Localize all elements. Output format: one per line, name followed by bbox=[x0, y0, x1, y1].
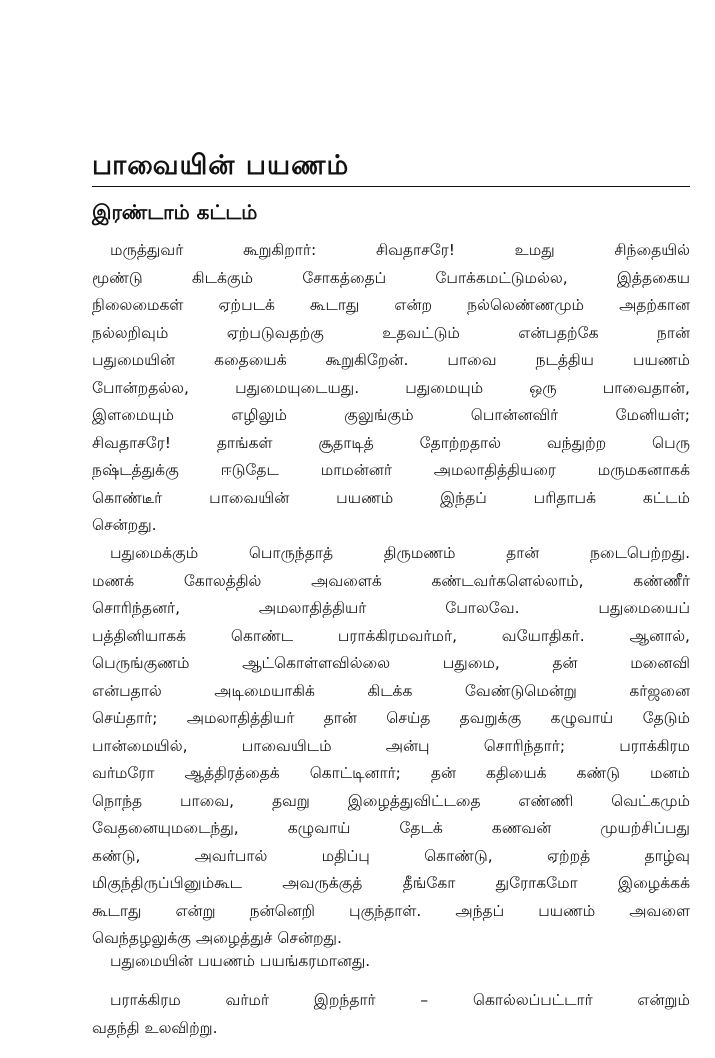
paragraph-line: வெந்தழலுக்கு அழைத்துச் சென்றது. bbox=[92, 929, 342, 947]
paragraph-line: கொண்டீர் பாவையின் பயணம் இந்தப் பரிதாபக் கட்டம் bbox=[92, 488, 690, 507]
paragraph-line: பதுமையின் பயணம் பயங்கரமானது. bbox=[110, 952, 371, 970]
paragraph-line: இளமையும் எழிலும் குலுங்கும் பொன்னவிர் மேனியள்; bbox=[92, 406, 690, 424]
paragraph-line: மணக் கோலத்தில் அவளைக் கண்டவர்களெல்லாம், கண்ணீர் bbox=[92, 571, 690, 590]
paragraph-line: வேதனையுமடைந்து, கழுவாய் தேடக் கணவன் முயற்சிப்பது bbox=[92, 819, 690, 837]
paragraph-line: பதுமைக்கும் பொருந்தாத் திருமணம் தான் நடைபெற்றது. bbox=[110, 544, 690, 562]
paragraph-line: சொரிந்தனர், அமலாதித்தியர் போலவே. பதுமையைப் bbox=[92, 599, 690, 617]
paragraph-line: நஷ்டத்துக்கு ஈடுதேட மாமன்னர் அமலாதித்தியரை மருமகனாகக் bbox=[92, 461, 690, 479]
paragraph-line: பராக்கிரம வர்மர் இறந்தார் – கொல்லப்பட்டார் என்றும் bbox=[110, 991, 690, 1009]
paragraph-4 bbox=[92, 987, 690, 1042]
paragraph-line: நல்லறிவும் ஏற்படுவதற்கு உதவட்டும் என்பதற்கே நான் bbox=[92, 323, 690, 342]
paragraph-line: கூடாது என்று நன்னெறி புகுந்தாள். அந்தப் பயணம் அவளை bbox=[92, 901, 690, 920]
paragraph-2 bbox=[92, 540, 690, 953]
paragraph-line: சென்றது. bbox=[92, 516, 157, 534]
paragraph-line: சிவதாசரே! தாங்கள் சூதாடித் தோற்றதால் வந்துற்ற பெரு bbox=[92, 433, 690, 452]
paragraph-line: செய்தார்; அமலாதித்தியர் தான் செய்த தவறுக்கு கழுவாய் தேடும் bbox=[92, 709, 690, 727]
paragraph-line: பதுமையின் கதையைக் கூறுகிறேன். பாவை நடத்திய பயணம் bbox=[92, 351, 690, 369]
paragraph-line: பெருங்குணம் ஆட்கொள்ளவில்லை பதுமை, தன் மனைவி bbox=[92, 654, 690, 672]
paragraph-line: மருத்துவர் கூறுகிறார்: சிவதாசரே! உமது சிந்தையில் bbox=[110, 241, 690, 259]
paragraph-line: மூண்டு கிடக்கும் சோகத்தைப் போக்கமட்டுமல்ல, இத்தகைய bbox=[92, 268, 690, 287]
paragraph-line: கண்டு, அவர்பால் மதிப்பு கொண்டு, ஏற்றத் தாழ்வு bbox=[92, 846, 690, 865]
paragraph-line: நொந்த பாவை, தவறு இழைத்துவிட்டதை எண்ணி வெட்கமும் bbox=[92, 791, 690, 810]
paragraph-line: பத்தினியாகக் கொண்ட பராக்கிரமவர்மர், வயோதிகர். ஆனால், bbox=[92, 626, 690, 645]
paragraph-line: மிகுந்திருப்பினும்கூட அவருக்குத் தீங்கோ துரோகமோ இழைக்கக் bbox=[92, 874, 690, 892]
title-underline bbox=[92, 186, 690, 187]
section-subtitle: இரண்டாம் கட்டம் bbox=[92, 200, 258, 224]
chapter-title: பாவையின் பயணம் bbox=[92, 150, 350, 181]
paragraph-line: வர்மரோ ஆத்திரத்தைக் கொட்டினார்; தன் கதியைக் கண்டு மனம் bbox=[92, 764, 690, 782]
paragraph-line: போன்றதல்ல, பதுமையுடையது. பதுமையும் ஒரு பாவைதான், bbox=[92, 378, 690, 397]
paragraph-line: வதந்தி உலவிற்று. bbox=[92, 1018, 218, 1037]
paragraph-line: பான்மையில், பாவையிடம் அன்பு சொரிந்தார்; பராக்கிரம bbox=[92, 736, 690, 755]
paragraph-3 bbox=[92, 948, 690, 976]
paragraph-line: என்பதால் அடிமையாகிக் கிடக்க வேண்டுமென்று கர்ஜனை bbox=[92, 681, 690, 700]
paragraph-line: நிலைமைகள் ஏற்படக் கூடாது என்ற நல்லெண்ணமும் அதற்கான bbox=[92, 296, 690, 314]
paragraph-1 bbox=[92, 237, 690, 540]
